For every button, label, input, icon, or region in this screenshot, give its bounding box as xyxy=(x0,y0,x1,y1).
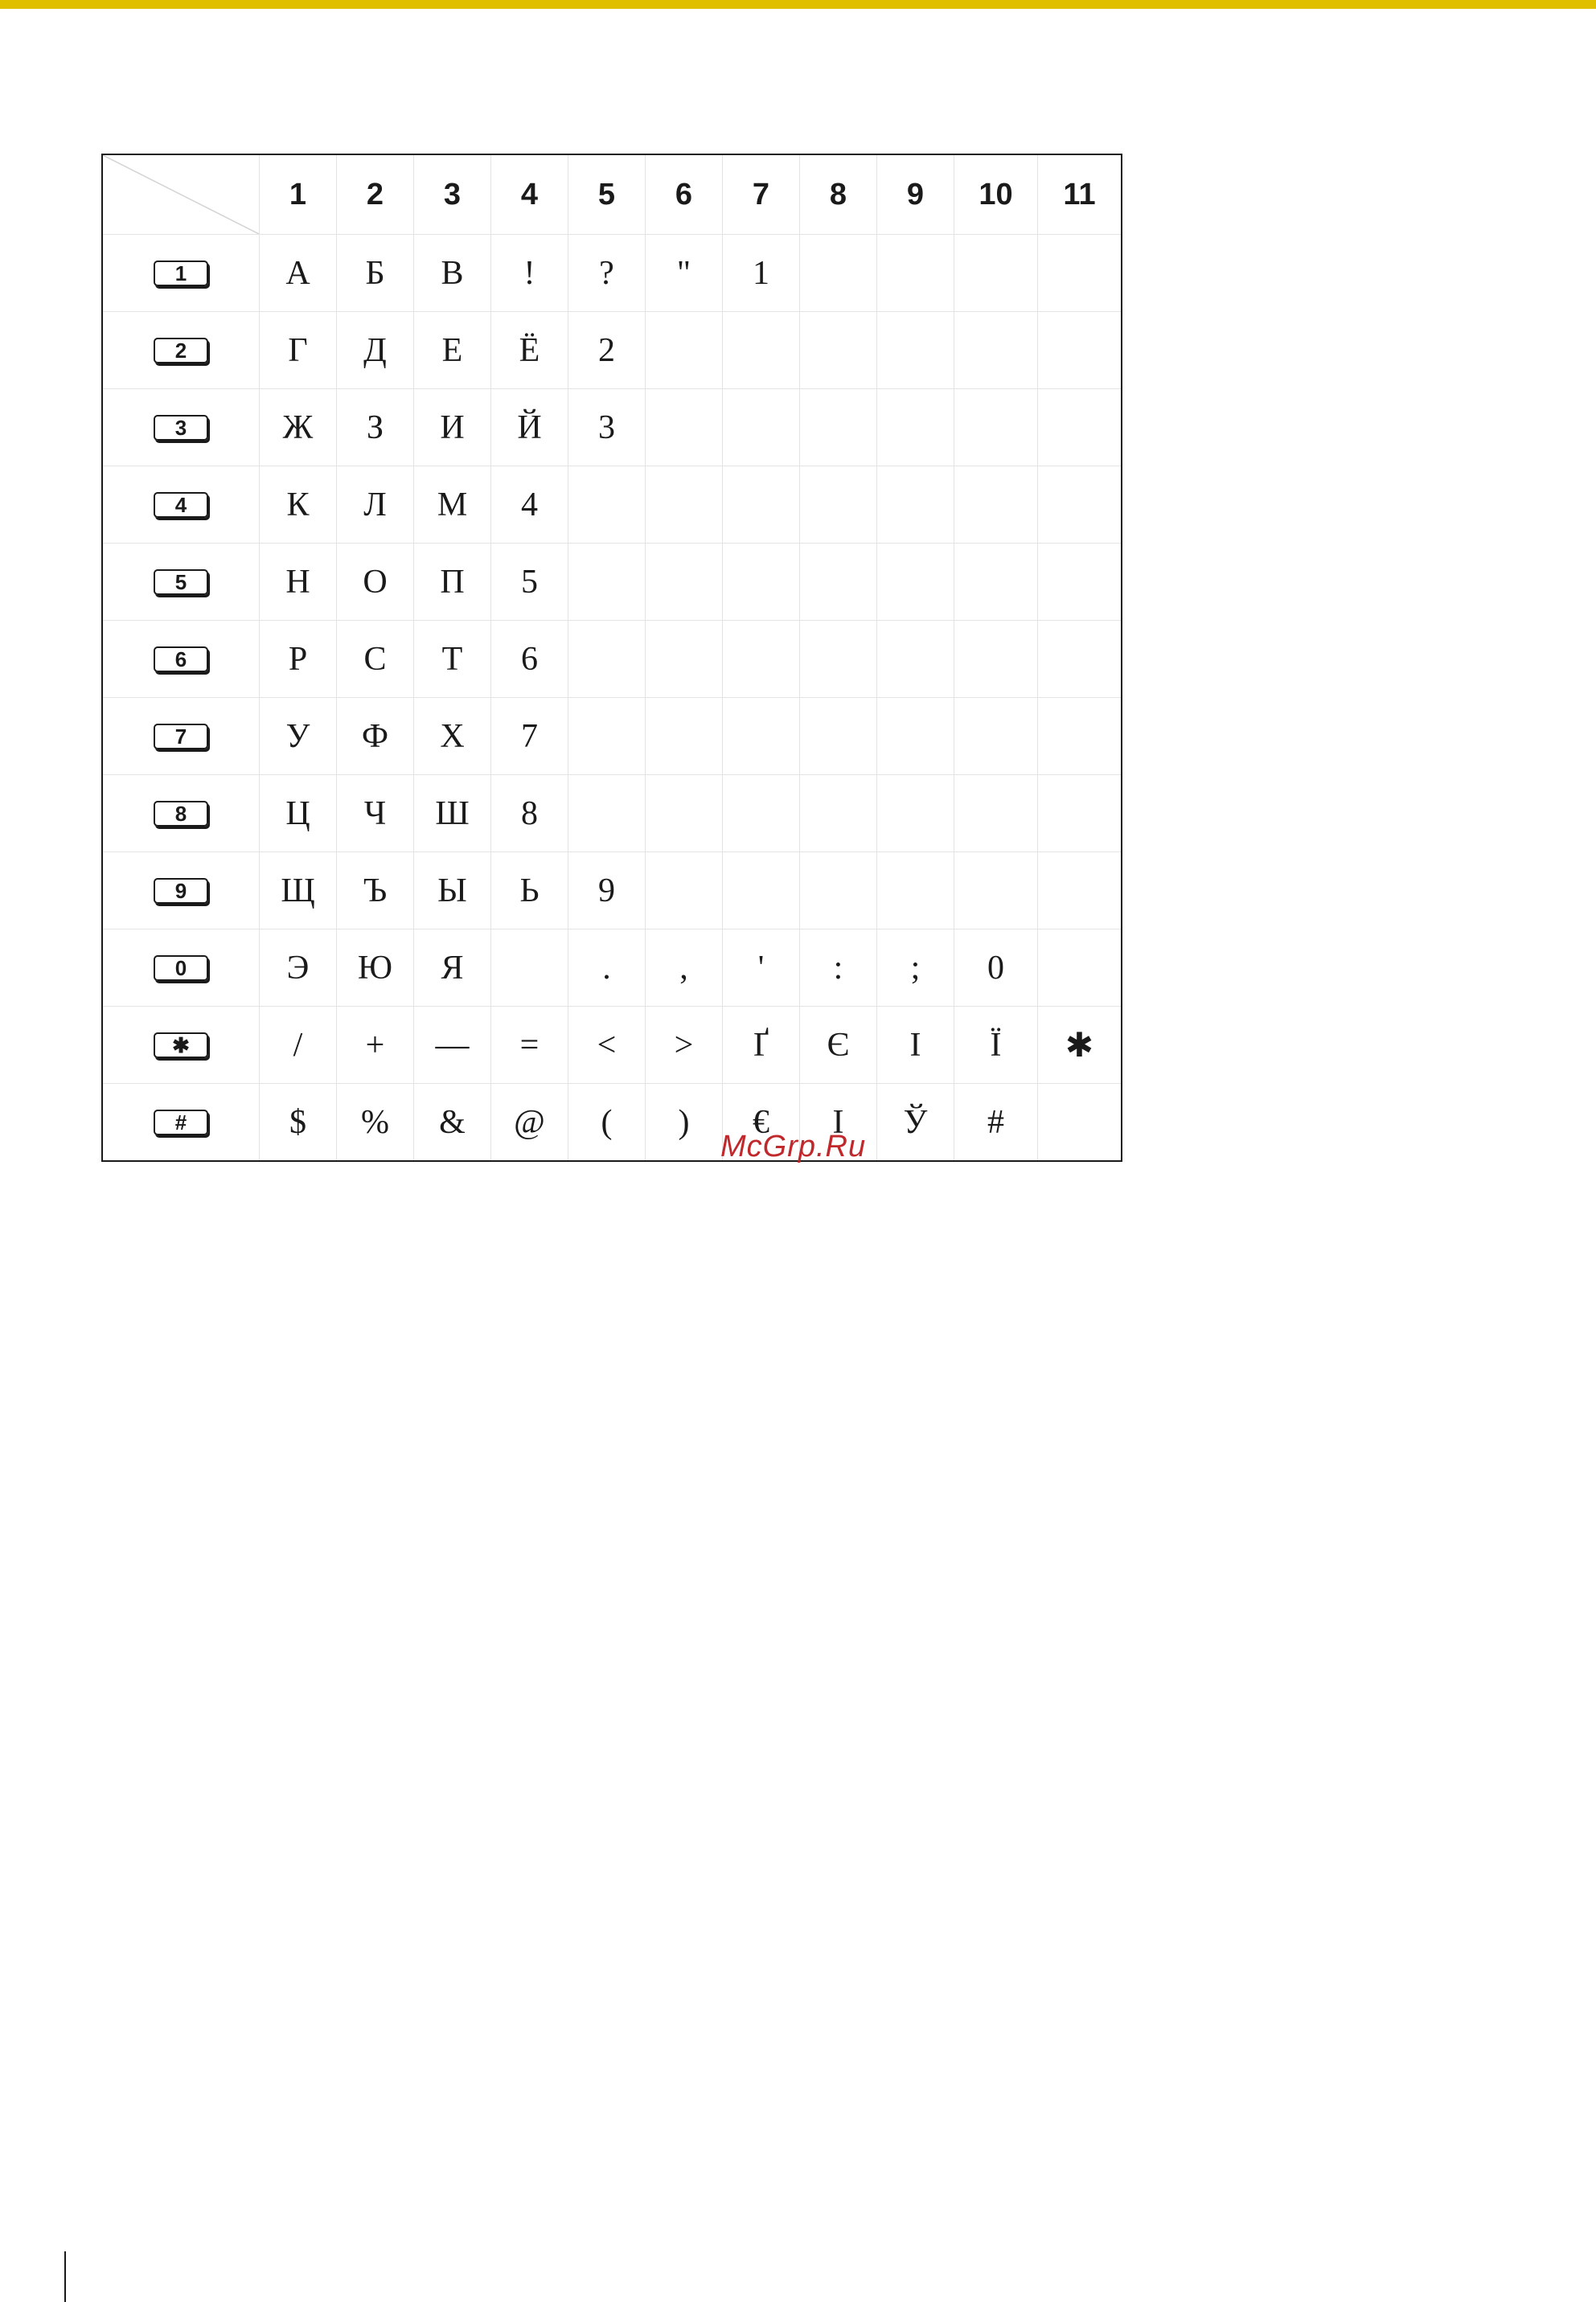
char-cell: 8 xyxy=(491,775,568,852)
char-cell xyxy=(568,544,646,621)
top-accent-bar xyxy=(0,0,1596,9)
key-cell xyxy=(102,544,260,621)
char-cell xyxy=(646,466,723,544)
table-row xyxy=(102,775,1122,852)
char-cell: — xyxy=(414,1007,491,1084)
char-cell: Й xyxy=(491,389,568,466)
table-row xyxy=(102,852,1122,929)
char-cell: А xyxy=(260,235,337,312)
dialpad-key-icon: 4 xyxy=(154,492,208,518)
char-cell: 4 xyxy=(491,466,568,544)
char-cell: Ю xyxy=(337,929,414,1007)
key-cell xyxy=(102,852,260,929)
char-cell: Ш xyxy=(414,775,491,852)
char-cell xyxy=(1038,235,1122,312)
char-cell xyxy=(1038,466,1122,544)
dialpad-key-icon: 2 xyxy=(154,338,208,363)
char-cell: / xyxy=(260,1007,337,1084)
key-cell xyxy=(102,621,260,698)
char-cell: . xyxy=(568,929,646,1007)
corner-diagonal xyxy=(103,155,259,234)
char-cell xyxy=(646,312,723,389)
key-cell xyxy=(102,312,260,389)
char-cell: 7 xyxy=(491,698,568,775)
char-cell xyxy=(568,621,646,698)
char-cell: Ч xyxy=(337,775,414,852)
dialpad-key-icon: 0 xyxy=(154,955,208,981)
char-cell: 1 xyxy=(723,235,800,312)
char-cell xyxy=(646,621,723,698)
char-cell xyxy=(800,698,877,775)
char-cell xyxy=(1038,775,1122,852)
char-cell: 5 xyxy=(491,544,568,621)
dialpad-key-icon: 1 xyxy=(154,261,208,286)
char-cell: М xyxy=(414,466,491,544)
char-cell xyxy=(877,698,954,775)
char-cell xyxy=(800,389,877,466)
char-cell xyxy=(646,544,723,621)
char-cell: Ц xyxy=(260,775,337,852)
char-cell xyxy=(877,389,954,466)
char-cell xyxy=(877,852,954,929)
char-cell: Л xyxy=(337,466,414,544)
table-row xyxy=(102,929,1122,1007)
table-row xyxy=(102,466,1122,544)
char-cell xyxy=(646,389,723,466)
char-cell xyxy=(1038,312,1122,389)
column-header-10: 10 xyxy=(954,154,1038,235)
char-cell xyxy=(1038,389,1122,466)
char-cell: К xyxy=(260,466,337,544)
char-cell: І xyxy=(800,1084,877,1162)
char-cell: И xyxy=(414,389,491,466)
dialpad-key-icon: 6 xyxy=(154,646,208,672)
key-cell xyxy=(102,389,260,466)
char-cell: Ґ xyxy=(723,1007,800,1084)
dialpad-key-icon: ✱ xyxy=(154,1032,208,1058)
column-header-4: 4 xyxy=(491,154,568,235)
char-cell: Г xyxy=(260,312,337,389)
char-cell: ? xyxy=(568,235,646,312)
dialpad-key-icon: 8 xyxy=(154,801,208,827)
char-cell: О xyxy=(337,544,414,621)
key-cell xyxy=(102,1007,260,1084)
char-cell: Я xyxy=(414,929,491,1007)
key-cell xyxy=(102,235,260,312)
char-cell: П xyxy=(414,544,491,621)
char-cell: < xyxy=(568,1007,646,1084)
char-cell xyxy=(800,235,877,312)
char-cell: З xyxy=(337,389,414,466)
char-cell: ) xyxy=(646,1084,723,1162)
char-cell: Ж xyxy=(260,389,337,466)
char-cell: Ї xyxy=(954,1007,1038,1084)
char-cell xyxy=(723,544,800,621)
char-cell xyxy=(646,698,723,775)
char-cell xyxy=(954,544,1038,621)
table-row xyxy=(102,544,1122,621)
char-cell: : xyxy=(800,929,877,1007)
char-cell: ( xyxy=(568,1084,646,1162)
char-cell xyxy=(723,312,800,389)
char-cell xyxy=(877,466,954,544)
char-cell: Д xyxy=(337,312,414,389)
char-cell xyxy=(491,929,568,1007)
char-cell: Э xyxy=(260,929,337,1007)
table-row xyxy=(102,1084,1122,1162)
char-cell xyxy=(1038,929,1122,1007)
column-header-3: 3 xyxy=(414,154,491,235)
char-cell: Ь xyxy=(491,852,568,929)
dialpad-key-icon: 9 xyxy=(154,878,208,904)
char-cell: ; xyxy=(877,929,954,1007)
column-header-9: 9 xyxy=(877,154,954,235)
char-cell: 3 xyxy=(568,389,646,466)
char-cell xyxy=(877,312,954,389)
char-cell: = xyxy=(491,1007,568,1084)
column-header-8: 8 xyxy=(800,154,877,235)
char-cell xyxy=(568,698,646,775)
char-cell xyxy=(800,852,877,929)
char-cell xyxy=(877,775,954,852)
char-cell: Х xyxy=(414,698,491,775)
char-cell xyxy=(723,466,800,544)
char-cell: В xyxy=(414,235,491,312)
char-cell: Б xyxy=(337,235,414,312)
char-cell: + xyxy=(337,1007,414,1084)
char-cell: & xyxy=(414,1084,491,1162)
corner-cell xyxy=(102,154,260,235)
char-cell xyxy=(954,621,1038,698)
char-cell xyxy=(800,775,877,852)
char-cell: 2 xyxy=(568,312,646,389)
char-cell: Н xyxy=(260,544,337,621)
char-cell xyxy=(877,621,954,698)
char-cell xyxy=(877,544,954,621)
char-cell xyxy=(723,698,800,775)
key-cell xyxy=(102,1084,260,1162)
char-cell xyxy=(877,235,954,312)
char-cell xyxy=(954,698,1038,775)
char-cell xyxy=(800,544,877,621)
watermark-text: McGrp.Ru xyxy=(720,1130,867,1163)
dialpad-key-icon: 7 xyxy=(154,724,208,749)
char-cell: Ы xyxy=(414,852,491,929)
char-cell: Є xyxy=(800,1007,877,1084)
char-cell xyxy=(568,466,646,544)
column-header-1: 1 xyxy=(260,154,337,235)
char-cell: С xyxy=(337,621,414,698)
char-cell: " xyxy=(646,235,723,312)
char-cell: Е xyxy=(414,312,491,389)
char-cell: Р xyxy=(260,621,337,698)
dialpad-key-icon: 5 xyxy=(154,569,208,595)
char-cell xyxy=(1038,621,1122,698)
key-cell xyxy=(102,929,260,1007)
char-cell xyxy=(1038,852,1122,929)
char-cell: ✱ xyxy=(1038,1007,1122,1084)
table-body xyxy=(102,235,1122,1162)
char-cell xyxy=(954,312,1038,389)
column-header-row xyxy=(102,154,1122,235)
char-cell xyxy=(1038,698,1122,775)
char-cell xyxy=(723,621,800,698)
char-cell xyxy=(568,775,646,852)
table-row xyxy=(102,312,1122,389)
margin-rule xyxy=(64,2251,66,2302)
char-cell xyxy=(646,852,723,929)
char-cell xyxy=(800,466,877,544)
char-cell xyxy=(954,389,1038,466)
char-cell xyxy=(723,775,800,852)
char-cell: Ъ xyxy=(337,852,414,929)
key-cell xyxy=(102,775,260,852)
char-cell xyxy=(954,775,1038,852)
character-entry-table xyxy=(101,154,1122,1162)
column-header-5: 5 xyxy=(568,154,646,235)
column-header-7: 7 xyxy=(723,154,800,235)
column-header-2: 2 xyxy=(337,154,414,235)
char-cell: ! xyxy=(491,235,568,312)
column-header-6: 6 xyxy=(646,154,723,235)
table-row xyxy=(102,1007,1122,1084)
char-cell: У xyxy=(260,698,337,775)
char-cell: Т xyxy=(414,621,491,698)
char-cell: Ф xyxy=(337,698,414,775)
char-cell xyxy=(954,235,1038,312)
char-cell xyxy=(954,466,1038,544)
column-header-11: 11 xyxy=(1038,154,1122,235)
char-cell: 6 xyxy=(491,621,568,698)
table-row xyxy=(102,698,1122,775)
char-cell xyxy=(800,621,877,698)
char-cell xyxy=(723,852,800,929)
char-cell xyxy=(1038,544,1122,621)
key-cell xyxy=(102,466,260,544)
char-cell: 0 xyxy=(954,929,1038,1007)
char-cell: І xyxy=(877,1007,954,1084)
char-cell: @ xyxy=(491,1084,568,1162)
table-row xyxy=(102,235,1122,312)
dialpad-key-icon: # xyxy=(154,1110,208,1135)
char-cell xyxy=(800,312,877,389)
char-cell: Ё xyxy=(491,312,568,389)
char-cell xyxy=(723,389,800,466)
char-cell xyxy=(954,852,1038,929)
char-cell xyxy=(1038,1084,1122,1162)
char-cell: 9 xyxy=(568,852,646,929)
char-cell: Ў xyxy=(877,1084,954,1162)
table-row xyxy=(102,621,1122,698)
table-row xyxy=(102,389,1122,466)
char-cell: € xyxy=(723,1084,800,1162)
char-cell: Щ xyxy=(260,852,337,929)
char-cell xyxy=(646,775,723,852)
char-cell: $ xyxy=(260,1084,337,1162)
char-cell: ' xyxy=(723,929,800,1007)
key-cell xyxy=(102,698,260,775)
char-cell: # xyxy=(954,1084,1038,1162)
char-cell: % xyxy=(337,1084,414,1162)
dialpad-key-icon: 3 xyxy=(154,415,208,441)
char-cell: , xyxy=(646,929,723,1007)
char-cell: > xyxy=(646,1007,723,1084)
